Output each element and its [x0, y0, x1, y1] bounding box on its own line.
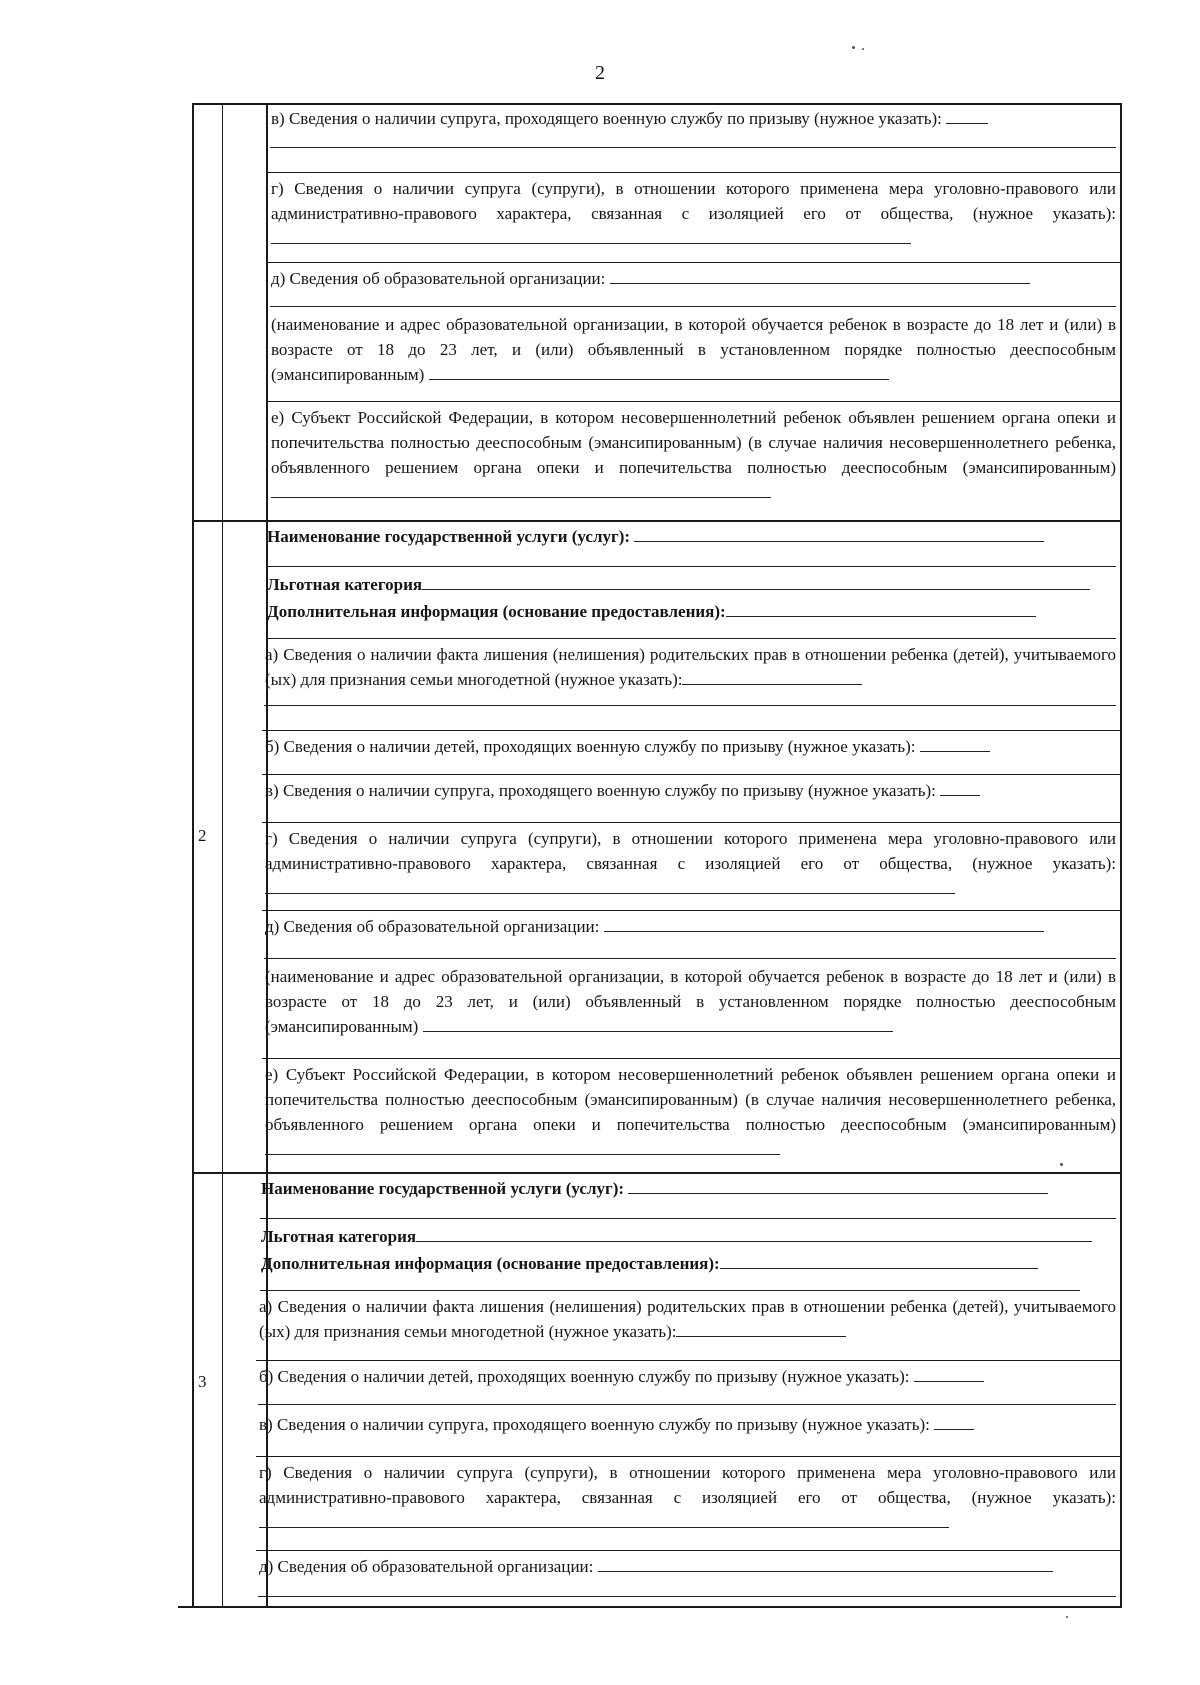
- answer-field[interactable]: [940, 781, 980, 796]
- section-educational-organization-details: [268, 310, 1116, 387]
- section-spouse-isolation-measure: [256, 1458, 1116, 1535]
- answer-line[interactable]: [264, 958, 1116, 959]
- page-number: 2: [595, 62, 605, 84]
- section-text: б) Сведения о наличии детей, проходящих военную службу по призыву (нужное указать):: [265, 737, 916, 756]
- scan-speck: [1060, 1163, 1063, 1166]
- answer-field[interactable]: [604, 917, 1044, 932]
- section-text: в) Сведения о наличии супруга, проходящего военную службу по призыву (нужное указать):: [265, 781, 936, 800]
- answer-field[interactable]: [920, 737, 990, 752]
- section-emancipation-subject: [262, 1060, 1116, 1162]
- answer-field[interactable]: [946, 109, 988, 124]
- answer-field[interactable]: [265, 879, 955, 894]
- scan-speck: [852, 46, 855, 49]
- answer-line[interactable]: [258, 1596, 1116, 1597]
- answer-field[interactable]: [934, 1415, 974, 1430]
- section-spouse-military-service: [262, 776, 1116, 803]
- answer-line[interactable]: [260, 1290, 1080, 1291]
- section-text: а) Сведения о наличии факта лишения (нелишения) родительских прав в отношении ребенка (детей), учитываемого (ых) для признания семьи многодетной (нужное указать):: [259, 1297, 1116, 1341]
- section-parental-rights: [256, 1292, 1116, 1344]
- answer-field[interactable]: [265, 1140, 780, 1155]
- section-spouse-isolation-measure: [262, 824, 1116, 901]
- answer-field[interactable]: [726, 602, 1036, 617]
- answer-field[interactable]: [598, 1557, 1053, 1572]
- scan-speck: [1066, 1616, 1068, 1618]
- answer-line[interactable]: [266, 566, 1116, 567]
- section-emancipation-subject: [268, 403, 1116, 505]
- answer-field[interactable]: [720, 1254, 1038, 1269]
- section-text: в) Сведения о наличии супруга, проходящего военную службу по призыву (нужное указать):: [259, 1415, 930, 1434]
- section-text: д) Сведения об образовательной организации:: [265, 917, 600, 936]
- section-educational-organization: [268, 264, 1116, 291]
- table-border-bottom: [178, 1606, 1122, 1608]
- section-service-name: [258, 1174, 1116, 1201]
- section-text: д) Сведения об образовательной организации:: [259, 1557, 594, 1576]
- answer-field[interactable]: [610, 269, 1030, 284]
- section-spouse-military-service: [256, 1410, 1116, 1437]
- answer-field[interactable]: [271, 483, 771, 498]
- answer-field[interactable]: [429, 365, 889, 380]
- section-benefit-category: [258, 1222, 1116, 1276]
- section-text: в) Сведения о наличии супруга, проходящего военную службу по призыву (нужное указать):: [271, 109, 942, 128]
- table-border-right: [1120, 103, 1122, 1608]
- section-text: а) Сведения о наличии факта лишения (нелишения) родительских прав в отношении ребенка (детей), учитываемого (ых) для признания семьи многодетной (нужное указать):: [265, 645, 1116, 689]
- answer-field[interactable]: [914, 1367, 984, 1382]
- section-text: е) Субъект Российской Федерации, в котором несовершеннолетний ребенок объявлен решением органа опеки и попечительства полностью дееспособным (эмансипированным) (в случае наличия несовершеннолетнего ребенка, объявленного решением органа опеки и попечительства полностью дееспособным (эмансипированным): [265, 1065, 1116, 1134]
- table-border-left: [192, 103, 194, 1608]
- answer-field[interactable]: [682, 670, 862, 685]
- section-text: г) Сведения о наличии супруга (супруги), в отношении которого применена мера уголовно-правового или административно-правового характера, связанная с изоляцией его от общества, (нужное указать):: [265, 829, 1116, 873]
- section-text: (наименование и адрес образовательной организации, в которой обучается ребенок в возрасте до 18 лет и (или) в возрасте от 18 до 23 лет, и (или) объявленный в установленном порядке полностью дееспособным (эмансипированным): [265, 967, 1116, 1036]
- answer-field[interactable]: [416, 1227, 1092, 1242]
- section-educational-organization-details: [262, 962, 1116, 1039]
- section-children-military-service: [256, 1362, 1116, 1389]
- section-text: (наименование и адрес образовательной организации, в которой обучается ребенок в возрасте до 18 лет и (или) в возрасте от 18 до 23 лет, и (или) объявленный в установленном порядке полностью дееспособным (эмансипированным): [271, 315, 1116, 384]
- section-text: б) Сведения о наличии детей, проходящих военную службу по призыву (нужное указать):: [259, 1367, 910, 1386]
- section-text: Льготная категория: [267, 575, 423, 594]
- section-text: Наименование государственной услуги (услуг):: [267, 527, 631, 546]
- answer-line[interactable]: [270, 306, 1116, 307]
- answer-line[interactable]: [270, 147, 1116, 148]
- answer-line[interactable]: [266, 638, 1116, 639]
- section-spouse-military-service: [268, 104, 1116, 131]
- section-text: е) Субъект Российской Федерации, в котором несовершеннолетний ребенок объявлен решением органа опеки и попечительства полностью дееспособным (эмансипированным) (в случае наличия несовершеннолетнего ребенка, объявленного решением органа опеки и попечительства полностью дееспособным (эмансипированным): [271, 408, 1116, 477]
- section-text: д) Сведения об образовательной организации:: [271, 269, 606, 288]
- section-text: г) Сведения о наличии супруга (супруги), в отношении которого применена мера уголовно-правового или административно-правового характера, связанная с изоляцией его от общества, (нужное указать):: [259, 1463, 1116, 1507]
- section-text: г) Сведения о наличии супруга (супруги), в отношении которого применена мера уголовно-правового или административно-правового характера, связанная с изоляцией его от общества, (нужное указать):: [271, 179, 1116, 223]
- section-educational-organization: [262, 912, 1116, 939]
- answer-field[interactable]: [423, 1017, 893, 1032]
- section-text: Льготная категория: [261, 1227, 417, 1246]
- answer-field[interactable]: [271, 229, 911, 244]
- answer-line[interactable]: [258, 1404, 1116, 1405]
- row-number-3: 3: [198, 1372, 207, 1391]
- section-text: Дополнительная информация (основание предоставления):: [267, 602, 726, 621]
- table-divider-col1: [222, 103, 223, 1608]
- answer-line[interactable]: [264, 705, 1116, 706]
- answer-field[interactable]: [634, 527, 1044, 542]
- section-benefit-category: [264, 570, 1116, 624]
- answer-line[interactable]: [260, 1218, 1116, 1219]
- answer-field[interactable]: [259, 1513, 949, 1528]
- section-spouse-isolation-measure: [268, 174, 1116, 251]
- section-parental-rights: [262, 640, 1116, 692]
- scan-speck: [862, 48, 864, 50]
- section-text: Наименование государственной услуги (услуг):: [261, 1179, 625, 1198]
- answer-field[interactable]: [676, 1322, 846, 1337]
- answer-field[interactable]: [628, 1179, 1048, 1194]
- section-children-military-service: [262, 732, 1116, 759]
- section-service-name: [264, 522, 1116, 549]
- answer-field[interactable]: [422, 575, 1090, 590]
- section-text: Дополнительная информация (основание предоставления):: [261, 1254, 720, 1273]
- section-educational-organization: [256, 1552, 1116, 1579]
- row-number-2: 2: [198, 826, 207, 845]
